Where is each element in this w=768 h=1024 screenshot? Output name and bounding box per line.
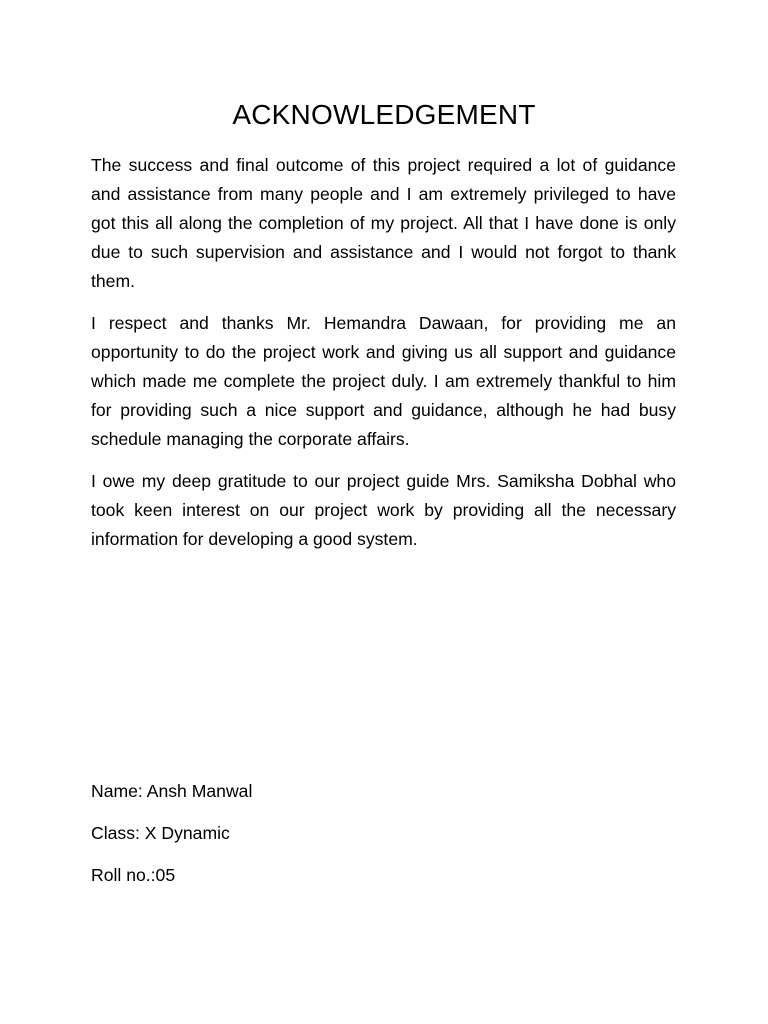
student-roll-number: Roll no.:05 <box>91 865 176 885</box>
paragraph-2: I respect and thanks Mr. Hemandra Dawaan, for providing me an opportunity to do the project work and giving us all support and guidance which made me complete the project duly. I am extremely thankful to him for providing such a nice support and guidance, although he had busy schedule managing the corporate affairs. <box>91 313 676 449</box>
student-name: Name: Ansh Manwal <box>91 781 253 801</box>
student-class: Class: X Dynamic <box>91 823 230 843</box>
page-title: ACKNOWLEDGEMENT <box>232 99 536 130</box>
student-info <box>91 777 676 903</box>
paragraph-1: The success and final outcome of this project required a lot of guidance and assistance from many people and I am extremely privileged to have got this all along the completion of my project. All that I have done is only due to such supervision and assistance and I would not forgot to thank them. <box>91 155 676 291</box>
paragraph-3: I owe my deep gratitude to our project guide Mrs. Samiksha Dobhal who took keen interest on our project work by providing all the necessary information for developing a good system. <box>91 471 676 549</box>
acknowledgement-body <box>91 151 676 567</box>
